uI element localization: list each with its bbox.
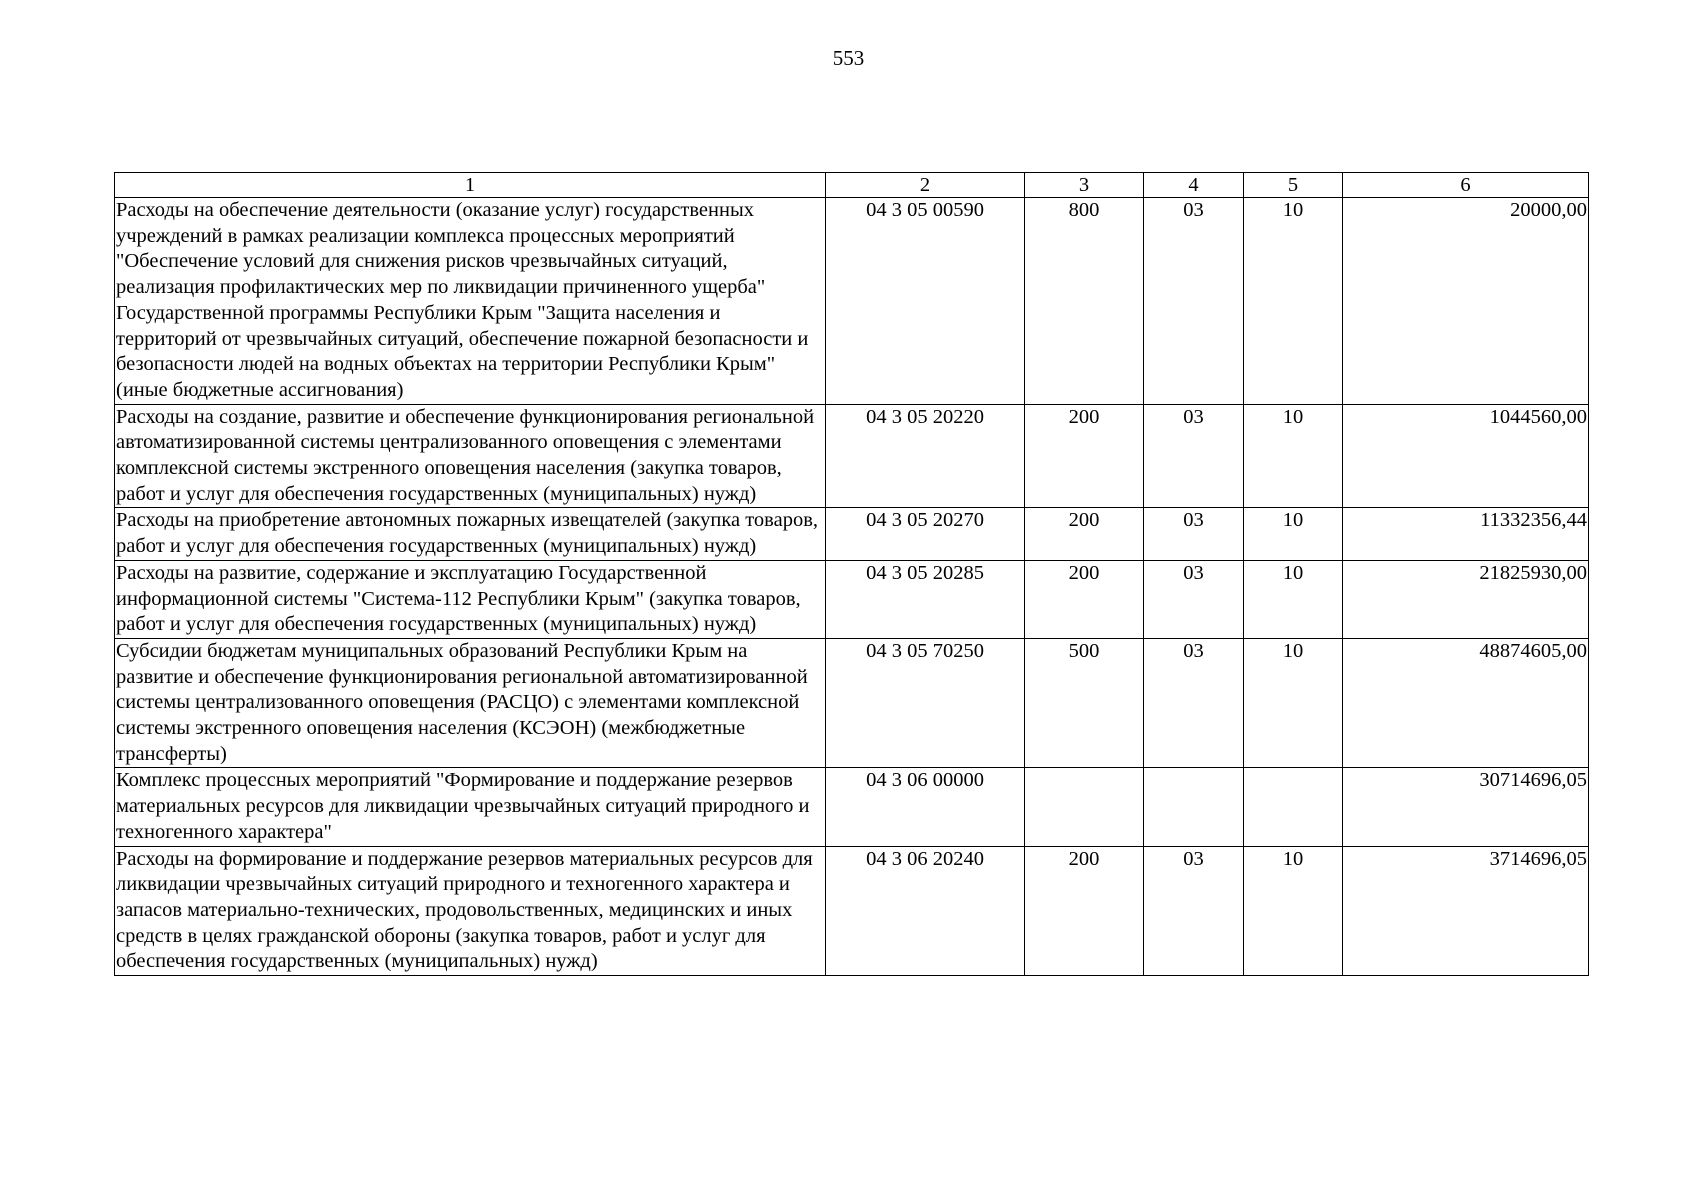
amount-cell: 20000,00 bbox=[1343, 198, 1589, 405]
target-code-cell: 04 3 06 00000 bbox=[826, 768, 1025, 846]
amount-cell: 3714696,05 bbox=[1343, 846, 1589, 976]
subsection-cell: 10 bbox=[1244, 198, 1343, 405]
description-cell: Расходы на обеспечение деятельности (оказание услуг) государственных учреждений в рамках реализации комплекса процессных мероприятий "Обеспечение условий для снижения рисков чрезвычайных ситуаций, реализация профилактических мер по ликвидации причиненного ущерба" Государственной программы Республики Крым "Защита населения и территорий от чрезвычайных ситуаций, обеспечение пожарной безопасности и безопасности людей на водных объектах на территории Республики Крым" (иные бюджетные ассигнования) bbox=[115, 198, 826, 405]
description-cell: Расходы на развитие, содержание и эксплуатацию Государственной информационной системы "Система-112 Республики Крым" (закупка товаров, работ и услуг для обеспечения государственных (муниципальных) нужд) bbox=[115, 560, 826, 638]
table-row bbox=[115, 404, 1589, 508]
amount-cell: 11332356,44 bbox=[1343, 508, 1589, 560]
amount-cell: 48874605,00 bbox=[1343, 638, 1589, 768]
budget-table bbox=[114, 172, 1589, 976]
target-code-cell: 04 3 05 70250 bbox=[826, 638, 1025, 768]
description-cell: Расходы на приобретение автономных пожарных извещателей (закупка товаров, работ и услуг для обеспечения государственных (муниципальных) нужд) bbox=[115, 508, 826, 560]
description-cell: Субсидии бюджетам муниципальных образований Республики Крым на развитие и обеспечение функционирования региональной автоматизированной системы централизованного оповещения (РАСЦО) с элементами комплексной системы экстренного оповещения населения (КСЭОН) (межбюджетные трансферты) bbox=[115, 638, 826, 768]
amount-cell: 1044560,00 bbox=[1343, 404, 1589, 508]
expense-type-cell: 200 bbox=[1025, 508, 1144, 560]
column-header: 5 bbox=[1244, 173, 1343, 198]
section-cell: 03 bbox=[1144, 638, 1244, 768]
expense-type-cell: 200 bbox=[1025, 404, 1144, 508]
expense-type-cell: 200 bbox=[1025, 846, 1144, 976]
amount-cell: 30714696,05 bbox=[1343, 768, 1589, 846]
expense-type-cell bbox=[1025, 768, 1144, 846]
target-code-cell: 04 3 05 20220 bbox=[826, 404, 1025, 508]
description-cell: Расходы на формирование и поддержание резервов материальных ресурсов для ликвидации чрезвычайных ситуаций природного и техногенного характера и запасов материально-технических, продовольственных, медицинских и иных средств в целях гражданской обороны (закупка товаров, работ и услуг для обеспечения государственных (муниципальных) нужд) bbox=[115, 846, 826, 976]
target-code-cell: 04 3 06 20240 bbox=[826, 846, 1025, 976]
page-number: 553 bbox=[832, 46, 865, 70]
table-row bbox=[115, 768, 1589, 846]
expense-type-cell: 200 bbox=[1025, 560, 1144, 638]
section-cell: 03 bbox=[1144, 404, 1244, 508]
expense-type-cell: 800 bbox=[1025, 198, 1144, 405]
section-cell: 03 bbox=[1144, 508, 1244, 560]
subsection-cell bbox=[1244, 768, 1343, 846]
subsection-cell: 10 bbox=[1244, 560, 1343, 638]
table-header-row bbox=[115, 173, 1589, 198]
description-cell: Расходы на создание, развитие и обеспечение функционирования региональной автоматизированной системы централизованного оповещения с элементами комплексной системы экстренного оповещения населения (закупка товаров, работ и услуг для обеспечения государственных (муниципальных) нужд) bbox=[115, 404, 826, 508]
expense-type-cell: 500 bbox=[1025, 638, 1144, 768]
column-header: 3 bbox=[1025, 173, 1144, 198]
subsection-cell: 10 bbox=[1244, 404, 1343, 508]
table-row bbox=[115, 508, 1589, 560]
subsection-cell: 10 bbox=[1244, 846, 1343, 976]
section-cell: 03 bbox=[1144, 846, 1244, 976]
column-header: 6 bbox=[1343, 173, 1589, 198]
section-cell: 03 bbox=[1144, 560, 1244, 638]
target-code-cell: 04 3 05 00590 bbox=[826, 198, 1025, 405]
target-code-cell: 04 3 05 20285 bbox=[826, 560, 1025, 638]
table-row bbox=[115, 198, 1589, 405]
description-cell: Комплекс процессных мероприятий "Формирование и поддержание резервов материальных ресурсов для ликвидации чрезвычайных ситуаций природного и техногенного характера" bbox=[115, 768, 826, 846]
subsection-cell: 10 bbox=[1244, 508, 1343, 560]
table-row bbox=[115, 560, 1589, 638]
column-header: 2 bbox=[826, 173, 1025, 198]
amount-cell: 21825930,00 bbox=[1343, 560, 1589, 638]
column-header: 1 bbox=[115, 173, 826, 198]
target-code-cell: 04 3 05 20270 bbox=[826, 508, 1025, 560]
subsection-cell: 10 bbox=[1244, 638, 1343, 768]
table-row bbox=[115, 846, 1589, 976]
section-cell bbox=[1144, 768, 1244, 846]
column-header: 4 bbox=[1144, 173, 1244, 198]
table-row bbox=[115, 638, 1589, 768]
section-cell: 03 bbox=[1144, 198, 1244, 405]
